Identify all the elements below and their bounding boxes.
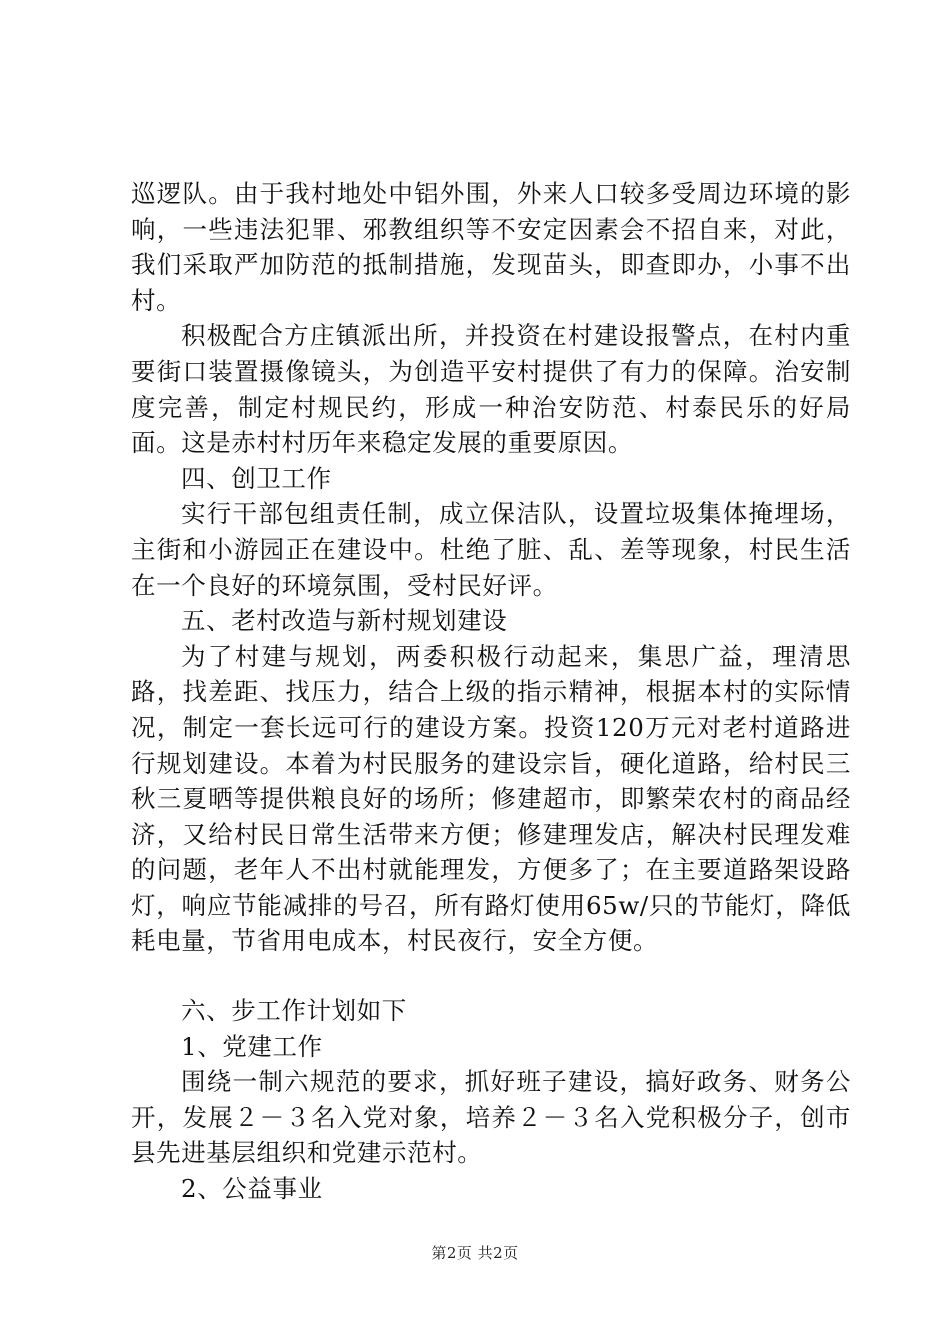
- subheading-party-building: 1、党建工作: [181, 1031, 323, 1061]
- paragraph-patrol-continuation: 巡逻队。由于我村地处中铝外围，外来人口较多受周边环境的影响，一些违法犯罪、邪教组织等不安定因素会不招自来，对此，我们采取严加防范的抵制措施，发现苗头，即查即办，小事不出村。: [131, 179, 851, 315]
- section-heading-work-plan: 六、步工作计划如下: [181, 996, 407, 1026]
- section-heading-sanitation: 四、创卫工作: [181, 463, 332, 493]
- paragraph-spacer: [131, 959, 851, 993]
- document-body: [131, 176, 851, 1207]
- subheading-public-welfare: 2、公益事业: [181, 1174, 323, 1204]
- section-heading-village-renovation: 五、老村改造与新村规划建设: [181, 606, 508, 636]
- paragraph-sanitation: 实行干部包组责任制，成立保洁队，设置垃圾集体掩埋场，主街和小游园正在建设中。杜绝了脏、乱、差等现象，村民生活在一个良好的环境氛围，受村民好评。: [131, 499, 851, 600]
- paragraph-police-cooperation: 积极配合方庄镇派出所，并投资在村建设报警点，在村内重要街口装置摄像镜头，为创造平安村提供了有力的保障。治安制度完善，制定村规民约，形成一种治安防范、村泰民乐的好局面。这是赤村村历年来稳定发展的重要原因。: [131, 321, 851, 458]
- paragraph-party-building: 围绕一制六规范的要求，抓好班子建设，搞好政务、财务公开，发展２－３名入党对象，培养２－３名入党积极分子，创市县先进基层组织和党建示范村。: [131, 1067, 851, 1168]
- paragraph-village-renovation: 为了村建与规划，两委积极行动起来，集思广益，理清思路，找差距、找压力，结合上级的指示精神，根据本村的实际情况，制定一套长远可行的建设方案。投资120万元对老村道路进行规划建设。本着为村民服务的建设宗旨，硬化道路，给村民三秋三夏晒等提供粮良好的场所；修建超市，即繁荣农村的商品经济，又给村民日常生活带来方便；修建理发店，解决村民理发难的问题，老年人不出村就能理发，方便多了；在主要道路架设路灯，响应节能减排的号召，所有路灯使用65w/只的节能灯，降低耗电量，节省用电成本，村民夜行，安全方便。: [131, 641, 851, 956]
- page-number-footer: 第2页 共2页: [431, 1244, 519, 1262]
